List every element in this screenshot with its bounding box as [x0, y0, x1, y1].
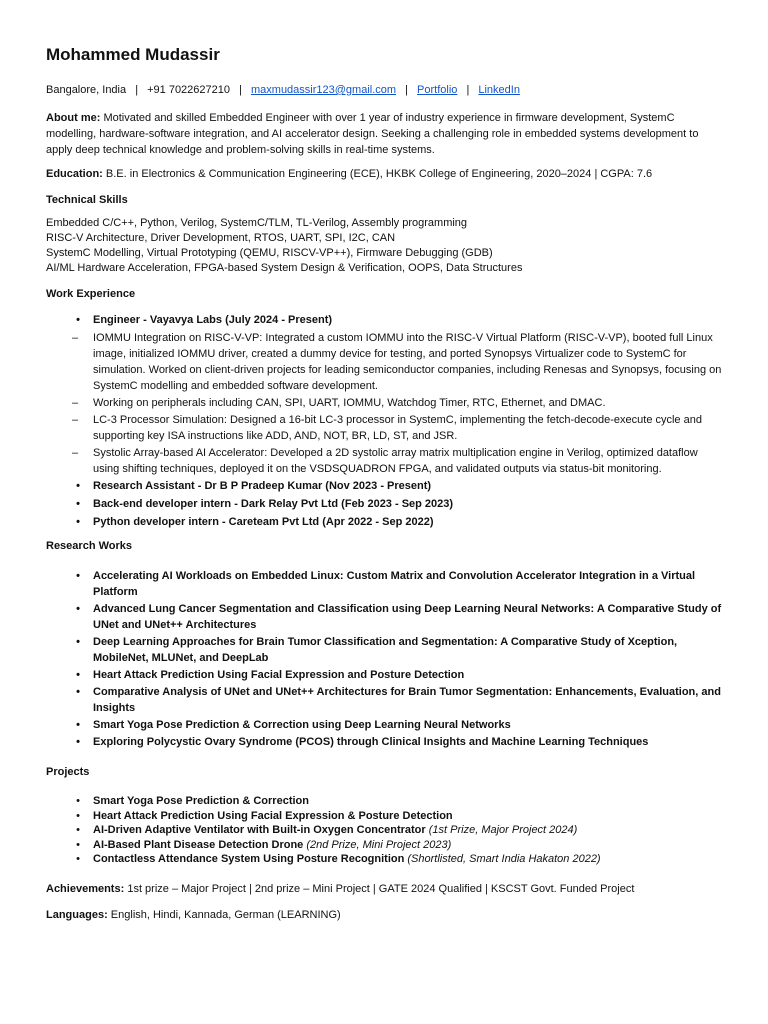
bullet-icon: • — [76, 838, 80, 851]
dash-icon: – — [71, 414, 79, 426]
research-item: • Deep Learning Approaches for Brain Tumor Classification and Segmentation: A Comparative Study of Xception, MobileNet, MLUNet, and DeepLab — [46, 634, 722, 666]
experience-list — [46, 312, 722, 530]
skills-list — [46, 216, 722, 276]
bullet-icon: • — [76, 516, 80, 528]
skill-line: SystemC Modelling, Virtual Prototyping (QEMU, RISCV-VP++), Firmware Debugging (GDB) — [46, 247, 493, 259]
bullet-icon: • — [76, 498, 80, 510]
separator: | — [239, 84, 242, 96]
skills-heading: Technical Skills — [46, 194, 128, 206]
languages-text: English, Hindi, Kannada, German (LEARNING) — [110, 908, 341, 921]
role-detail: – LC-3 Processor Simulation: Designed a 16-bit LC-3 processor in SystemC, implementing the fetch-decode-execute cycle and supporting key ISA instructions like ADD, AND, NOT, BR, LD, ST, and JSR. — [46, 412, 722, 444]
role-detail: – IOMMU Integration on RISC-V-VP: Integrated a custom IOMMU into the RISC-V Virtual Platform (RISC-V-VP), booted full Linux image, initialized IOMMU driver, created a dummy device for testing, and ported Synopsys Virtualizer code to SystemC for simulation. Worked on client-driven projects for leading semiconductor companies, including Renesas and Synopsys, focusing on SystemC modelling and embedded software development. — [46, 330, 722, 394]
achievements-text: 1st prize – Major Project | 2nd prize – Mini Project | GATE 2024 Qualified | KSCST Govt. Funded Project — [127, 882, 635, 895]
bullet-icon: • — [76, 636, 80, 648]
email-link[interactable]: maxmudassir123@gmail.com — [251, 84, 397, 96]
bullet-icon: • — [76, 853, 80, 865]
bullet-icon: • — [76, 736, 80, 748]
research-list — [46, 568, 722, 750]
research-item: • Smart Yoga Pose Prediction & Correction using Deep Learning Neural Networks — [46, 717, 722, 733]
experience-heading: Work Experience — [46, 288, 136, 300]
skill-line: Embedded C/C++, Python, Verilog, SystemC/TLM, TL-Verilog, Assembly programming — [46, 217, 468, 229]
project-item: • Contactless Attendance System Using Posture Recognition (Shortlisted, Smart India Hakaton 2022) — [46, 852, 722, 867]
about-text: Motivated and skilled Embedded Engineer with over 1 year of industry experience in firmware development, SystemC modelling, hardware-software integration, and AI accelerator design. Seeking a challenging role in embedded systems development to apply deep technical knowledge and problem-solving skills in real-time systems. — [46, 112, 699, 156]
separator: | — [405, 84, 408, 96]
research-item: • Accelerating AI Workloads on Embedded Linux: Custom Matrix and Convolution Accelerator Integration in a Virtual Platform — [46, 568, 722, 600]
projects-heading: Projects — [46, 766, 90, 778]
bullet-icon: • — [76, 795, 80, 807]
bullet-icon: • — [76, 669, 80, 681]
bullet-icon: • — [76, 480, 80, 492]
role-item: • Python developer intern - Careteam Pvt Ltd (Apr 2022 - Sep 2022) — [46, 514, 722, 530]
bullet-icon: • — [76, 314, 80, 326]
skill-line: RISC-V Architecture, Driver Development, RTOS, UART, SPI, I2C, CAN — [46, 232, 396, 244]
project-item: • Smart Yoga Pose Prediction & Correction — [46, 794, 722, 809]
education-text: B.E. in Electronics & Communication Engineering (ECE), HKBK College of Engineering, 2020–2024 | CGPA: 7.6 — [105, 168, 653, 180]
research-item: • Advanced Lung Cancer Segmentation and Classification using Deep Learning Neural Networks: A Comparative Study of UNet and UNet++ Architectures — [46, 601, 722, 633]
location: Bangalore, India — [46, 84, 127, 96]
role-detail: – Working on peripherals including CAN, SPI, UART, IOMMU, Watchdog Timer, RTC, Ethernet, and DMAC. — [46, 395, 722, 411]
role-detail: – Systolic Array-based AI Accelerator: Developed a 2D systolic array matrix multiplication engine in Verilog, optimized dataflow using shifting techniques, deployed it on the VSDSQUADRON FPGA, and validated outputs via status-bit monitoring. — [46, 445, 722, 477]
dash-icon: – — [71, 447, 79, 459]
project-award: (1st Prize, Major Project 2024) — [428, 824, 578, 836]
project-item: • AI-Based Plant Disease Detection Drone (2nd Prize, Mini Project 2023) — [46, 838, 722, 853]
role-item: • Research Assistant - Dr B P Pradeep Kumar (Nov 2023 - Present) — [46, 478, 722, 494]
about-section — [46, 110, 722, 158]
research-item: • Comparative Analysis of UNet and UNet++ Architectures for Brain Tumor Segmentation: Enhancements, Evaluation, and Insights — [46, 684, 722, 716]
dash-icon: – — [71, 397, 79, 409]
projects-list — [46, 794, 722, 867]
contact-line — [46, 82, 722, 98]
achievements-section — [46, 881, 722, 897]
about-label: About me: — [46, 112, 101, 124]
dash-icon: – — [71, 332, 79, 344]
skill-line: AI/ML Hardware Acceleration, FPGA-based System Design & Verification, OOPS, Data Structures — [46, 262, 523, 274]
languages-section — [46, 907, 722, 923]
separator: | — [466, 84, 470, 96]
project-item: • AI-Driven Adaptive Ventilator with Built-in Oxygen Concentrator (1st Prize, Major Project 2024) — [46, 823, 722, 838]
role-item: • Engineer - Vayavya Labs (July 2024 - Present) — [46, 312, 722, 328]
education-label: Education: — [46, 168, 103, 180]
project-item: • Heart Attack Prediction Using Facial Expression & Posture Detection — [46, 809, 722, 824]
portfolio-link[interactable]: Portfolio — [417, 84, 458, 96]
candidate-name: Mohammed Mudassir — [46, 45, 220, 64]
bullet-icon: • — [76, 809, 80, 822]
bullet-icon: • — [76, 824, 80, 836]
phone: +91 7022627210 — [147, 84, 231, 96]
bullet-icon: • — [76, 570, 80, 582]
research-heading: Research Works — [46, 540, 133, 552]
bullet-icon: • — [76, 603, 80, 615]
linkedin-link[interactable]: LinkedIn — [478, 84, 520, 96]
project-award: (Shortlisted, Smart India Hakaton 2022) — [407, 853, 601, 865]
research-item: • Exploring Polycystic Ovary Syndrome (PCOS) through Clinical Insights and Machine Learning Techniques — [46, 734, 722, 750]
bullet-icon: • — [76, 719, 80, 731]
achievements-label: Achievements: — [46, 882, 125, 895]
role-item: • Back-end developer intern - Dark Relay Pvt Ltd (Feb 2023 - Sep 2023) — [46, 496, 722, 512]
project-award: (2nd Prize, Mini Project 2023) — [306, 838, 452, 851]
languages-label: Languages: — [46, 908, 108, 921]
research-item: • Heart Attack Prediction Using Facial Expression and Posture Detection — [46, 667, 722, 683]
bullet-icon: • — [76, 686, 80, 698]
separator: | — [135, 84, 139, 96]
education-section — [46, 166, 722, 182]
